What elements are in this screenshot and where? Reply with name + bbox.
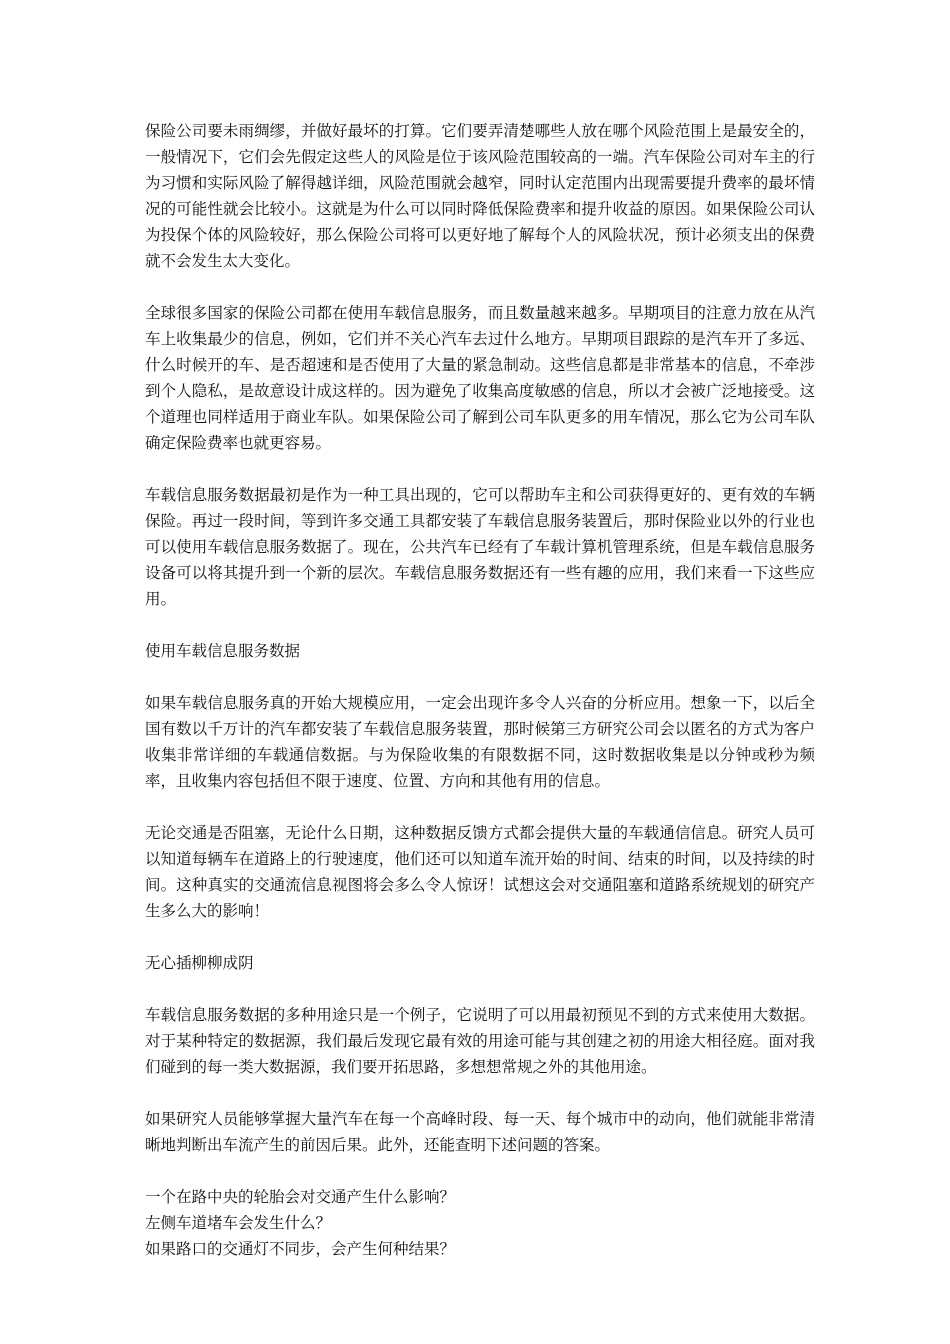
- paragraph-telematics-origin: 车载信息服务数据最初是作为一种工具出现的，它可以帮助车主和公司获得更好的、更有效的车辆保险。再过一段时间，等到许多交通工具都安装了车载信息服务装置后，那时保险业以外的行业也可以使用车载信息服务数据了。现在，公共汽车已经有了车载计算机管理系统，但是车载信息服务设备可以将其提升到一个新的层次。车载信息服务数据还有一些有趣的应用，我们来看一下这些应用。: [145, 486, 815, 608]
- section-heading-unexpected-uses: 无心插柳柳成阴: [145, 954, 254, 972]
- paragraph-global-telematics: 全球很多国家的保险公司都在使用车载信息服务，而且数量越来越多。早期项目的注意力放在从汽车上收集最少的信息，例如，它们并不关心汽车去过什么地方。早期项目跟踪的是汽车开了多远、什么时候开的车、是否超速和是否使用了大量的紧急制动。这些信息都是非常基本的信息，不牵涉到个人隐私，是故意设计成这样的。因为避免了收集高度敏感的信息，所以才会被广泛地接受。这个道理也同样适用于商业车队。如果保险公司了解到公司车队更多的用车情况，那么它为公司车队确定保险费率也就更容易。: [145, 304, 815, 452]
- question-item: 左侧车道堵车会发生什么？: [145, 1214, 332, 1232]
- document-page: [145, 118, 815, 1262]
- section-heading-using-telematics-data: 使用车载信息服务数据: [145, 642, 301, 660]
- question-list: [145, 1184, 815, 1262]
- paragraph-research-questions-intro: 如果研究人员能够掌握大量汽车在每一个高峰时段、每一天、每个城市中的动向，他们就能非常清晰地判断出车流产生的前因后果。此外，还能查明下述问题的答案。: [145, 1110, 815, 1154]
- question-item: 如果路口的交通灯不同步，会产生何种结果？: [145, 1240, 456, 1258]
- paragraph-traffic-flow: 无论交通是否阻塞，无论什么日期，这种数据反馈方式都会提供大量的车载通信信息。研究人员可以知道每辆车在道路上的行驶速度，他们还可以知道车流开始的时间、结束的时间，以及持续的时间。这种真实的交通流信息视图将会多么令人惊讶！试想这会对交通阻塞和道路系统规划的研究产生多么大的影响！: [145, 824, 815, 920]
- paragraph-insurance-risk: 保险公司要未雨绸缪，并做好最坏的打算。它们要弄清楚哪些人放在哪个风险范围上是最安全的，一般情况下，它们会先假定这些人的风险是位于该风险范围较高的一端。汽车保险公司对车主的行为习惯和实际风险了解得越详细，风险范围就会越窄，同时认定范围内出现需要提升费率的最坏情况的可能性就会比较小。这就是为什么可以同时降低保险费率和提升收益的原因。如果保险公司认为投保个体的风险较好，那么保险公司将可以更好地了解每个人的风险状况，预计必须支出的保费就不会发生太大变化。: [145, 122, 815, 270]
- paragraph-big-data-uses: 车载信息服务数据的多种用途只是一个例子，它说明了可以用最初预见不到的方式来使用大数据。对于某种特定的数据源，我们最后发现它最有效的用途可能与其创建之初的用途大相径庭。面对我们碰到的每一类大数据源，我们要开拓思路，多想想常规之外的其他用途。: [145, 1006, 815, 1076]
- paragraph-large-scale-analytics: 如果车载信息服务真的开始大规模应用，一定会出现许多令人兴奋的分析应用。想象一下，以后全国有数以千万计的汽车都安装了车载信息服务装置，那时候第三方研究公司会以匿名的方式为客户收集非常详细的车载通信数据。与为保险收集的有限数据不同，这时数据收集是以分钟或秒为频率，且收集内容包括但不限于速度、位置、方向和其他有用的信息。: [145, 694, 815, 790]
- question-item: 一个在路中央的轮胎会对交通产生什么影响？: [145, 1188, 456, 1206]
